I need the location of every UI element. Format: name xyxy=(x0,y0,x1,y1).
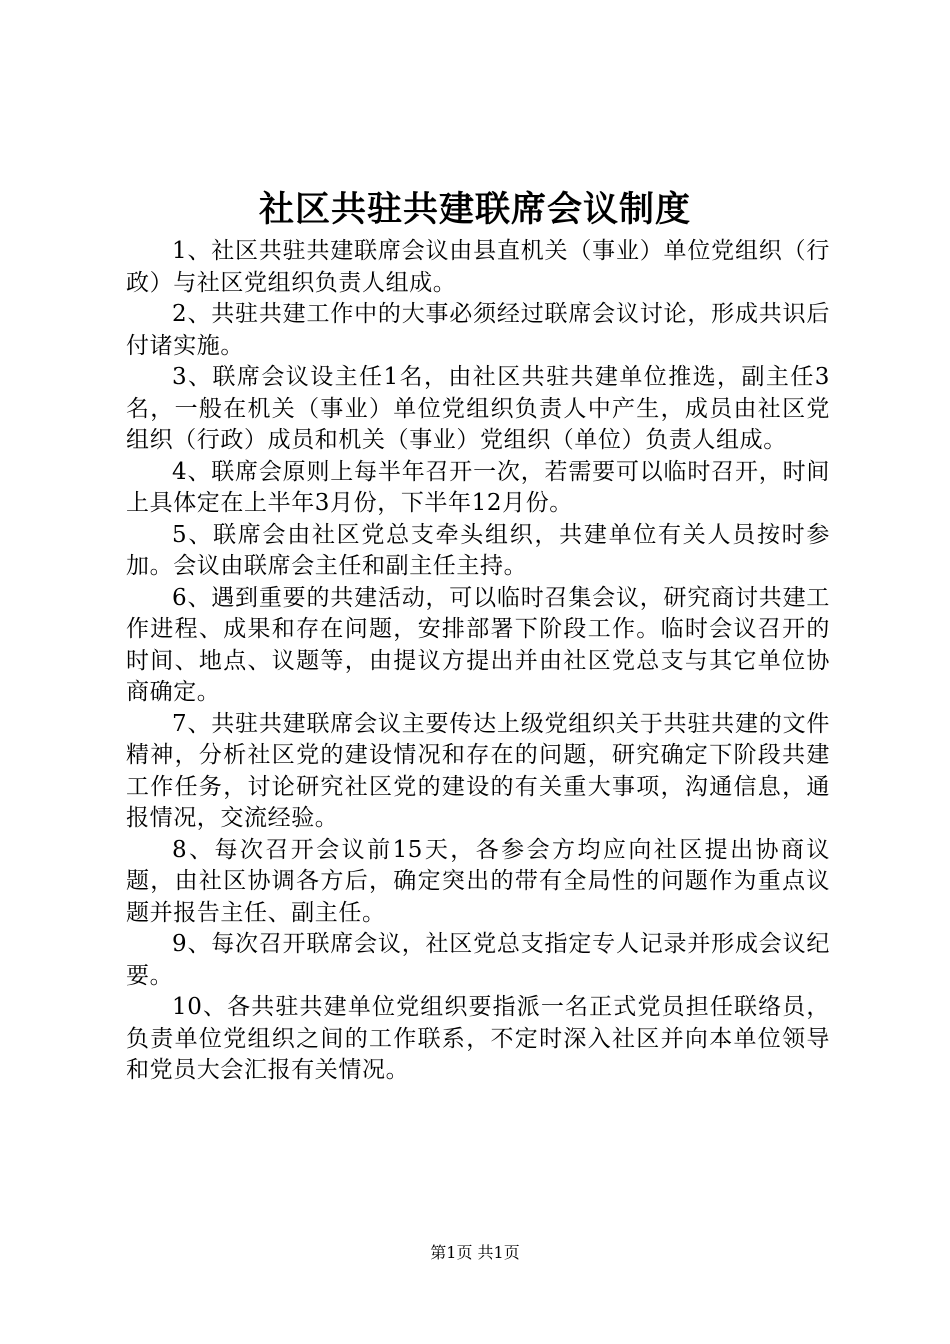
page-number-footer: 第1页 共1页 xyxy=(430,1243,520,1262)
paragraph-8: 8、每次召开会议前15天，各参会方均应向社区提出协商议题，由社区协调各方后，确定突出的带有全局性的问题作为重点议题并报告主任、副主任。 xyxy=(126,836,830,926)
paragraph-2: 2、共驻共建工作中的大事必须经过联席会议讨论，形成共识后付诸实施。 xyxy=(126,301,830,359)
paragraph-6: 6、遇到重要的共建活动，可以临时召集会议，研究商讨共建工作进程、成果和存在问题，安排部署下阶段工作。临时会议召开的时间、地点、议题等，由提议方提出并由社区党总支与其它单位协商确定。 xyxy=(126,584,830,705)
paragraph-7: 7、共驻共建联席会议主要传达上级党组织关于共驻共建的文件精神，分析社区党的建设情况和存在的问题，研究确定下阶段共建工作任务，讨论研究社区党的建设的有关重大事项，沟通信息，通报情况，交流经验。 xyxy=(126,710,830,831)
paragraph-4: 4、联席会原则上每半年召开一次，若需要可以临时召开，时间上具体定在上半年3月份，下半年12月份。 xyxy=(126,458,830,516)
paragraph-10: 10、各共驻共建单位党组织要指派一名正式党员担任联络员，负责单位党组织之间的工作联系，不定时深入社区并向本单位领导和党员大会汇报有关情况。 xyxy=(126,994,830,1083)
paragraph-1: 1、社区共驻共建联席会议由县直机关（事业）单位党组织（行政）与社区党组织负责人组成。 xyxy=(126,238,830,296)
paragraph-9: 9、每次召开联席会议，社区党总支指定专人记录并形成会议纪要。 xyxy=(126,931,830,989)
document-body xyxy=(126,236,830,1087)
paragraph-3: 3、联席会议设主任1名，由社区共驻共建单位推选，副主任3名，一般在机关（事业）单位党组织负责人中产生，成员由社区党组织（行政）成员和机关（事业）党组织（单位）负责人组成。 xyxy=(126,364,830,453)
document-title: 社区共驻共建联席会议制度 xyxy=(258,189,691,230)
paragraph-5: 5、联席会由社区党总支牵头组织，共建单位有关人员按时参加。会议由联席会主任和副主任主持。 xyxy=(126,521,830,579)
